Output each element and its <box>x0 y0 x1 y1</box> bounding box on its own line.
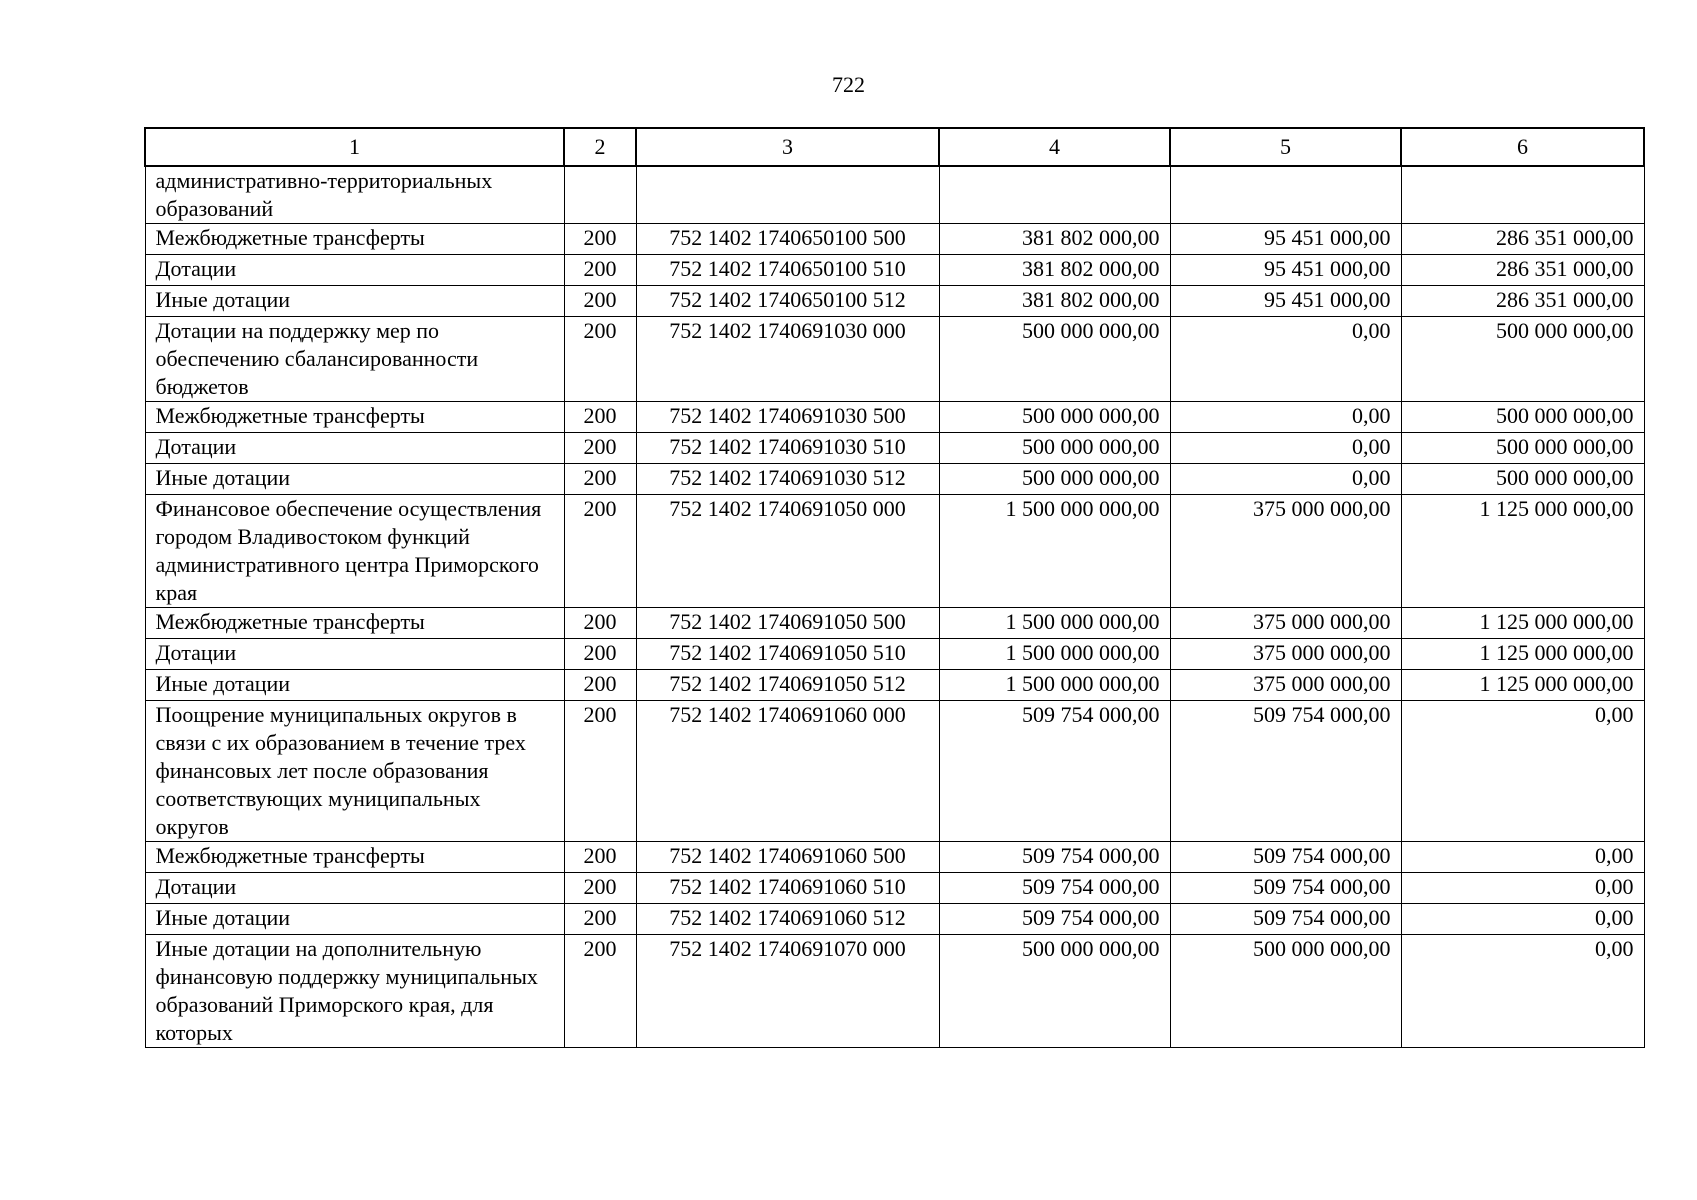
row-value-col6-cell: 1 125 000 000,00 <box>1401 608 1644 639</box>
row-value-col5-cell: 0,00 <box>1170 317 1401 402</box>
table-row <box>145 224 1644 255</box>
row-name-cell: Дотации <box>145 433 564 464</box>
row-code-cell: 200 <box>564 701 636 842</box>
row-value-col4-cell <box>939 166 1170 224</box>
row-code-cell: 200 <box>564 935 636 1048</box>
row-kbk-cell <box>636 166 939 224</box>
row-name-cell: Межбюджетные трансферты <box>145 402 564 433</box>
table-row <box>145 286 1644 317</box>
row-value-col6-cell: 500 000 000,00 <box>1401 402 1644 433</box>
row-code-cell: 200 <box>564 495 636 608</box>
table-row <box>145 402 1644 433</box>
row-value-col5-cell: 509 754 000,00 <box>1170 842 1401 873</box>
row-value-col6-cell: 1 125 000 000,00 <box>1401 495 1644 608</box>
row-value-col6-cell: 286 351 000,00 <box>1401 224 1644 255</box>
table-row <box>145 166 1644 224</box>
table-row <box>145 317 1644 402</box>
row-value-col4-cell: 1 500 000 000,00 <box>939 495 1170 608</box>
table-body <box>145 166 1644 1048</box>
row-value-col6-cell: 1 125 000 000,00 <box>1401 670 1644 701</box>
row-value-col5-cell: 375 000 000,00 <box>1170 495 1401 608</box>
row-kbk-cell: 752 1402 1740691050 510 <box>636 639 939 670</box>
column-header-1: 1 <box>145 128 564 166</box>
row-code-cell: 200 <box>564 402 636 433</box>
table-row <box>145 464 1644 495</box>
row-code-cell: 200 <box>564 224 636 255</box>
row-kbk-cell: 752 1402 1740650100 510 <box>636 255 939 286</box>
row-value-col4-cell: 1 500 000 000,00 <box>939 670 1170 701</box>
row-value-col5-cell: 500 000 000,00 <box>1170 935 1401 1048</box>
row-name-cell: административно-территориальных образований <box>145 166 564 224</box>
row-code-cell: 200 <box>564 286 636 317</box>
row-value-col5-cell: 375 000 000,00 <box>1170 639 1401 670</box>
table-row <box>145 670 1644 701</box>
row-name-cell: Иные дотации <box>145 904 564 935</box>
table-row <box>145 935 1644 1048</box>
row-code-cell: 200 <box>564 670 636 701</box>
column-header-3: 3 <box>636 128 939 166</box>
column-header-5: 5 <box>1170 128 1401 166</box>
row-value-col6-cell: 0,00 <box>1401 701 1644 842</box>
row-value-col4-cell: 509 754 000,00 <box>939 842 1170 873</box>
row-value-col6-cell: 500 000 000,00 <box>1401 433 1644 464</box>
row-value-col4-cell: 1 500 000 000,00 <box>939 639 1170 670</box>
row-value-col6-cell: 500 000 000,00 <box>1401 317 1644 402</box>
column-header-4: 4 <box>939 128 1170 166</box>
row-code-cell: 200 <box>564 464 636 495</box>
row-value-col5-cell: 0,00 <box>1170 464 1401 495</box>
row-name-cell: Иные дотации <box>145 670 564 701</box>
row-value-col5-cell: 95 451 000,00 <box>1170 224 1401 255</box>
row-value-col6-cell: 1 125 000 000,00 <box>1401 639 1644 670</box>
row-code-cell: 200 <box>564 639 636 670</box>
row-code-cell: 200 <box>564 608 636 639</box>
row-kbk-cell: 752 1402 1740691060 510 <box>636 873 939 904</box>
row-code-cell: 200 <box>564 317 636 402</box>
row-name-cell: Дотации <box>145 873 564 904</box>
row-name-cell: Межбюджетные трансферты <box>145 842 564 873</box>
table-row <box>145 842 1644 873</box>
row-value-col4-cell: 1 500 000 000,00 <box>939 608 1170 639</box>
table-row <box>145 608 1644 639</box>
row-kbk-cell: 752 1402 1740691070 000 <box>636 935 939 1048</box>
row-value-col5-cell: 95 451 000,00 <box>1170 255 1401 286</box>
table-row <box>145 904 1644 935</box>
row-kbk-cell: 752 1402 1740691060 512 <box>636 904 939 935</box>
row-value-col4-cell: 500 000 000,00 <box>939 402 1170 433</box>
table-row <box>145 701 1644 842</box>
budget-table <box>144 127 1645 1048</box>
row-value-col4-cell: 509 754 000,00 <box>939 873 1170 904</box>
page-number: 722 <box>832 72 865 97</box>
row-value-col5-cell: 375 000 000,00 <box>1170 670 1401 701</box>
row-value-col6-cell <box>1401 166 1644 224</box>
row-kbk-cell: 752 1402 1740691030 510 <box>636 433 939 464</box>
table-row <box>145 255 1644 286</box>
row-name-cell: Дотации <box>145 255 564 286</box>
row-kbk-cell: 752 1402 1740691050 000 <box>636 495 939 608</box>
row-code-cell: 200 <box>564 842 636 873</box>
row-code-cell <box>564 166 636 224</box>
row-kbk-cell: 752 1402 1740650100 500 <box>636 224 939 255</box>
row-value-col5-cell: 0,00 <box>1170 433 1401 464</box>
row-kbk-cell: 752 1402 1740691030 000 <box>636 317 939 402</box>
row-name-cell: Дотации <box>145 639 564 670</box>
row-name-cell: Межбюджетные трансферты <box>145 608 564 639</box>
row-kbk-cell: 752 1402 1740691030 512 <box>636 464 939 495</box>
row-value-col5-cell: 509 754 000,00 <box>1170 904 1401 935</box>
table-row <box>145 433 1644 464</box>
table-row <box>145 495 1644 608</box>
column-header-2: 2 <box>564 128 636 166</box>
column-header-6: 6 <box>1401 128 1644 166</box>
table-row <box>145 873 1644 904</box>
row-value-col4-cell: 509 754 000,00 <box>939 701 1170 842</box>
row-kbk-cell: 752 1402 1740691030 500 <box>636 402 939 433</box>
row-code-cell: 200 <box>564 255 636 286</box>
row-value-col5-cell: 509 754 000,00 <box>1170 701 1401 842</box>
row-value-col6-cell: 0,00 <box>1401 935 1644 1048</box>
table-row <box>145 639 1644 670</box>
row-value-col6-cell: 0,00 <box>1401 842 1644 873</box>
row-value-col6-cell: 0,00 <box>1401 873 1644 904</box>
row-value-col4-cell: 500 000 000,00 <box>939 317 1170 402</box>
row-kbk-cell: 752 1402 1740691050 512 <box>636 670 939 701</box>
row-value-col5-cell <box>1170 166 1401 224</box>
row-code-cell: 200 <box>564 433 636 464</box>
row-name-cell: Межбюджетные трансферты <box>145 224 564 255</box>
row-value-col5-cell: 0,00 <box>1170 402 1401 433</box>
row-value-col4-cell: 381 802 000,00 <box>939 255 1170 286</box>
row-name-cell: Иные дотации на дополнительную финансовую поддержку муниципальных образований Приморского края, для которых <box>145 935 564 1048</box>
row-name-cell: Финансовое обеспечение осуществления городом Владивостоком функций административного центра Приморского края <box>145 495 564 608</box>
row-value-col4-cell: 381 802 000,00 <box>939 224 1170 255</box>
row-value-col4-cell: 500 000 000,00 <box>939 433 1170 464</box>
row-name-cell: Иные дотации <box>145 286 564 317</box>
row-code-cell: 200 <box>564 873 636 904</box>
row-value-col6-cell: 500 000 000,00 <box>1401 464 1644 495</box>
row-value-col4-cell: 381 802 000,00 <box>939 286 1170 317</box>
row-value-col5-cell: 509 754 000,00 <box>1170 873 1401 904</box>
row-kbk-cell: 752 1402 1740691060 000 <box>636 701 939 842</box>
table-header-row <box>145 128 1644 166</box>
row-code-cell: 200 <box>564 904 636 935</box>
row-name-cell: Иные дотации <box>145 464 564 495</box>
row-value-col6-cell: 0,00 <box>1401 904 1644 935</box>
row-value-col4-cell: 500 000 000,00 <box>939 935 1170 1048</box>
row-kbk-cell: 752 1402 1740650100 512 <box>636 286 939 317</box>
row-value-col6-cell: 286 351 000,00 <box>1401 255 1644 286</box>
row-kbk-cell: 752 1402 1740691050 500 <box>636 608 939 639</box>
row-value-col4-cell: 500 000 000,00 <box>939 464 1170 495</box>
row-name-cell: Поощрение муниципальных округов в связи с их образованием в течение трех финансовых лет после образования соответствующих муниципальных округов <box>145 701 564 842</box>
row-value-col6-cell: 286 351 000,00 <box>1401 286 1644 317</box>
row-name-cell: Дотации на поддержку мер по обеспечению сбалансированности бюджетов <box>145 317 564 402</box>
row-value-col5-cell: 375 000 000,00 <box>1170 608 1401 639</box>
row-value-col5-cell: 95 451 000,00 <box>1170 286 1401 317</box>
row-value-col4-cell: 509 754 000,00 <box>939 904 1170 935</box>
row-kbk-cell: 752 1402 1740691060 500 <box>636 842 939 873</box>
